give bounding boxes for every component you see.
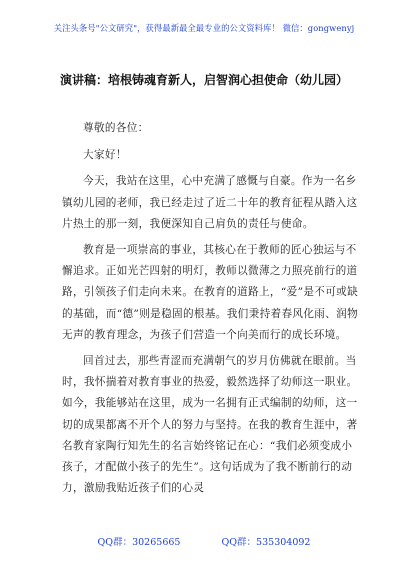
paragraph: 回首过去，那些青涩而充满朝气的岁月仿佛就在眼前。当时，我怀揣着对教育事业的热爱，毅然选择了幼师这一职业。如今，我能够站在这里，成为一名拥有正式编制的幼师，这一切的成果都离不开个人的努力与坚持。在我的教育生涯中，著名教育家陶行知先生的名言始终铭记在心：“我们必须变成小孩子，才配做小孩子的先生”。这句话成为了我不断前行的动力，激励我贴近孩子们的心灵 xyxy=(62,355,358,495)
qq-group-1: QQ群：30265665 xyxy=(97,537,181,548)
speech-body xyxy=(62,118,360,499)
paragraph: 今天，我站在这里，心中充满了感慨与自豪。作为一名乡镇幼儿园的老师，我已经走过了近二十年的教育征程从踏入这片热土的那一刻，我便深知自己肩负的责任与使命。 xyxy=(62,175,358,230)
footer-contact xyxy=(0,534,408,548)
greeting-line: 大家好！ xyxy=(83,149,127,162)
greeting-line: 尊敬的各位： xyxy=(83,122,149,134)
document-title: 演讲稿：培根铸魂育新人，启智润心担使命（幼儿园） xyxy=(59,73,348,87)
header-promo-note: 关注头条号"公文研究"，获得最新最全最专业的公文资料库！ 微信：gongwenyj xyxy=(53,23,355,33)
qq-group-2: QQ群：535304092 xyxy=(221,537,311,548)
paragraph: 教育是一项崇高的事业，其核心在于教师的匠心独运与不懈追求。正如光芒四射的明灯，教师以微薄之力照亮前行的道路，引领孩子们走向未来。在教育的道路上，“爱”是不可或缺的基础，而“德”则是稳固的根基。我们秉持着春风化雨、润物无声的教育理念，为孩子们营造一个向美而行的成长环境。 xyxy=(62,244,359,341)
